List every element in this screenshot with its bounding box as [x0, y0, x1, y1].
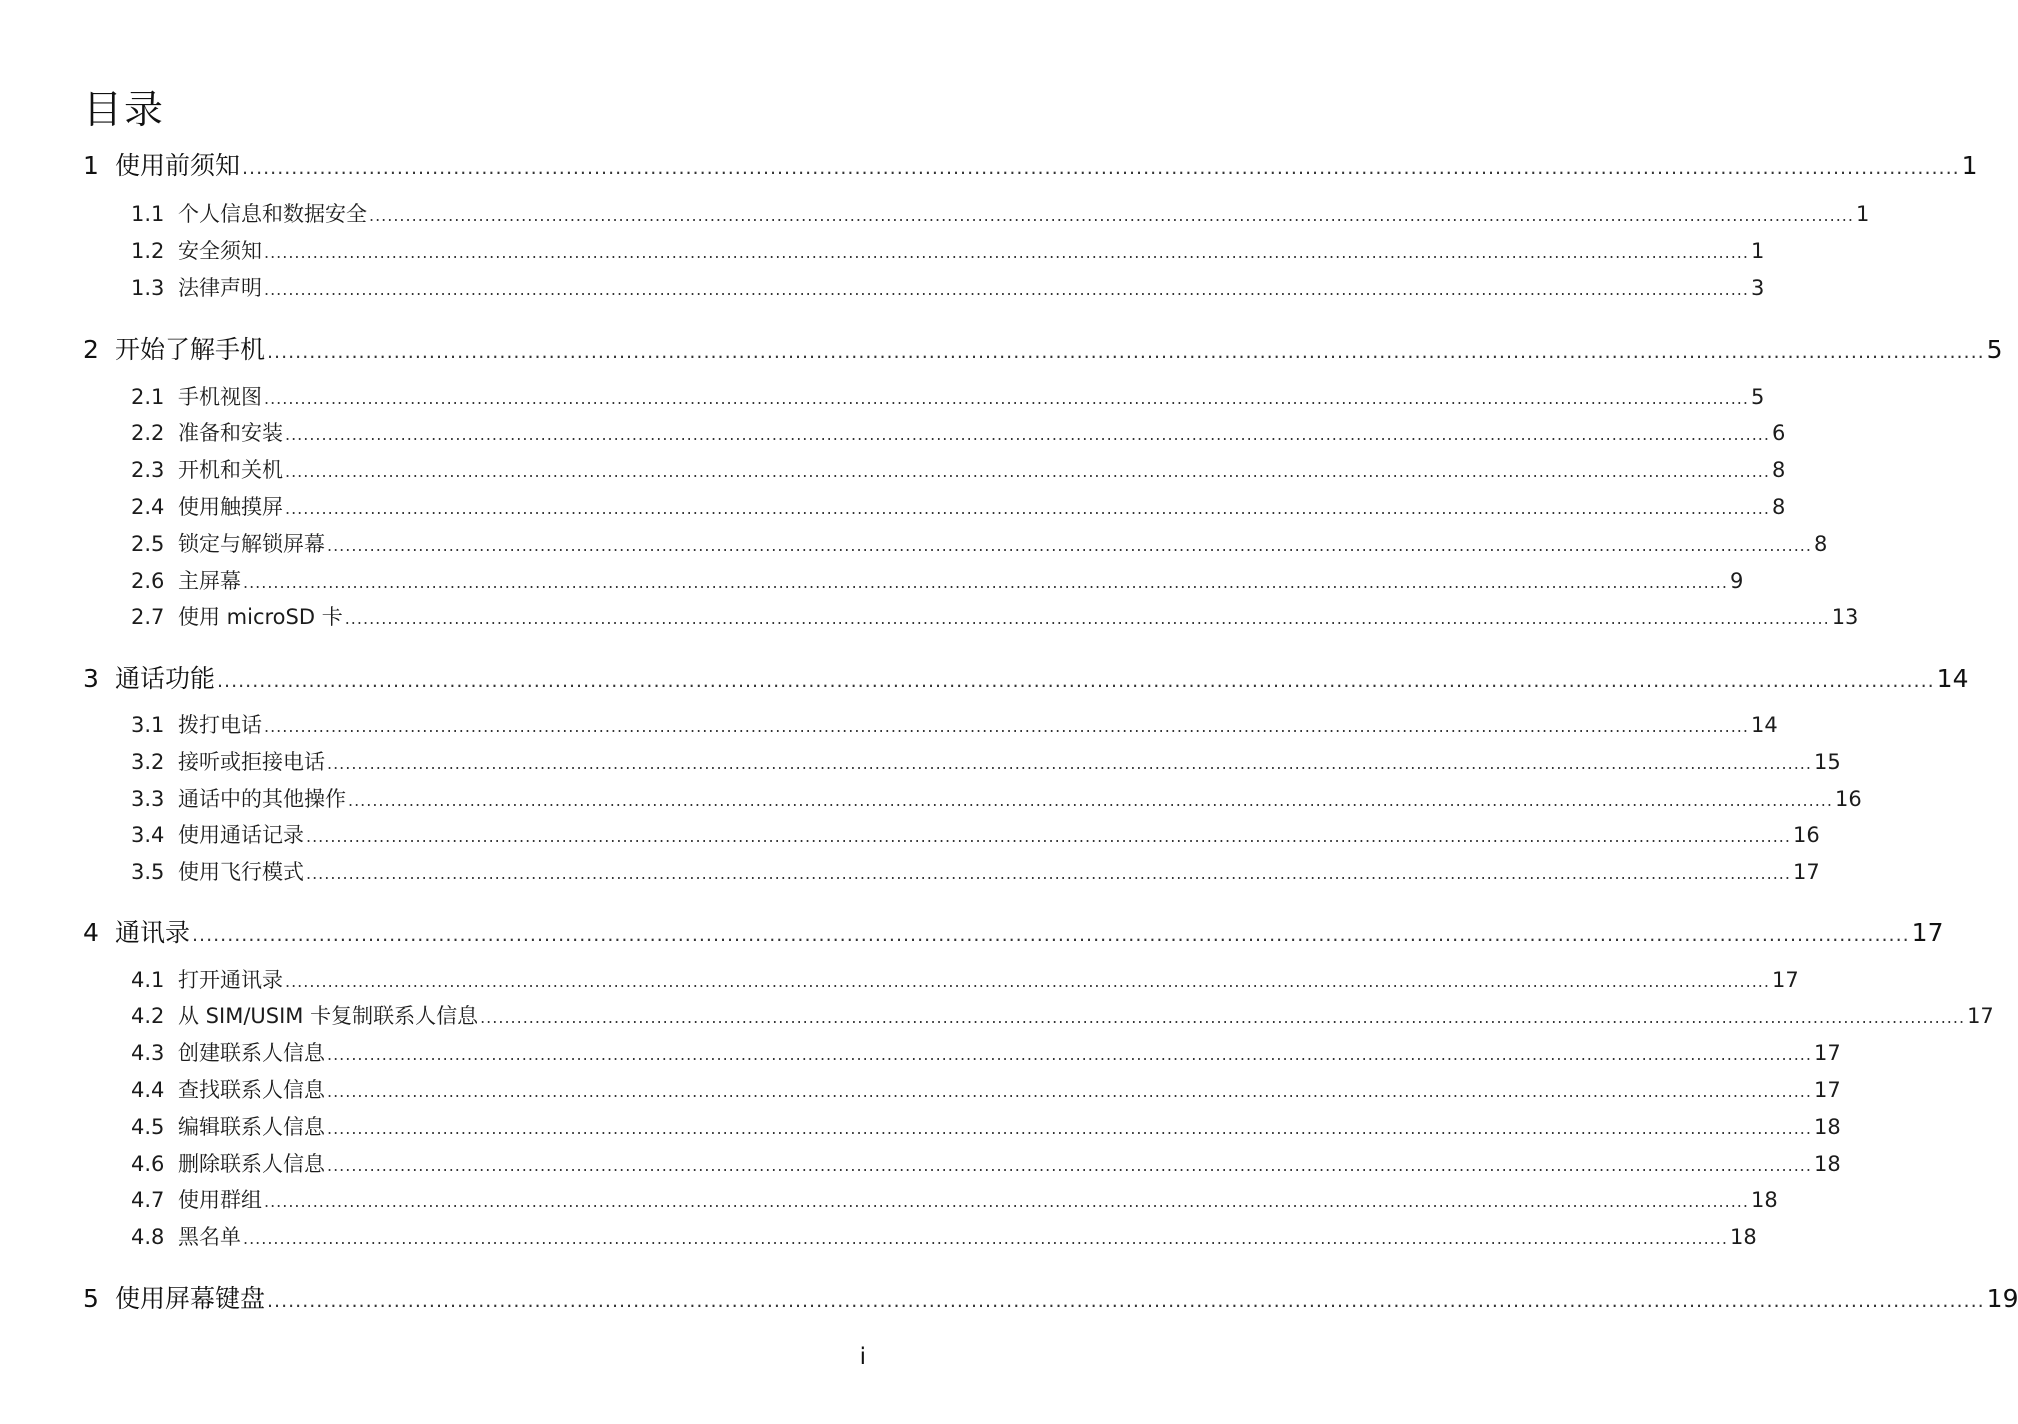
- chapter-number: 3: [83, 664, 99, 693]
- section-number: 4.8: [131, 1225, 165, 1249]
- toc-section-3-1[interactable]: [131, 709, 1778, 741]
- toc-section-3-2[interactable]: [131, 746, 1841, 778]
- toc-section-4-3[interactable]: [131, 1037, 1841, 1069]
- dot-leader: ....................................................................................................................................................................................................................................................: [267, 1290, 1985, 1312]
- section-title: 创建联系人信息: [178, 1041, 325, 1065]
- section-title: 接听或拒接电话: [178, 750, 325, 774]
- section-page-number: 17: [1792, 860, 1820, 884]
- section-page-number: 16: [1792, 823, 1820, 847]
- dot-leader: ....................................................................................................................................................................................................................................................: [344, 609, 1830, 628]
- section-page-number: 18: [1813, 1152, 1841, 1176]
- toc-section-3-4[interactable]: [131, 819, 1820, 851]
- dot-leader: ....................................................................................................................................................................................................................................................: [264, 389, 1749, 408]
- section-page-number: 16: [1834, 787, 1862, 811]
- section-number: 2.6: [131, 569, 165, 593]
- toc-section-2-5[interactable]: [131, 528, 1828, 560]
- toc-section-2-7[interactable]: [131, 601, 1859, 633]
- toc-section-3-3[interactable]: [131, 783, 1862, 815]
- dot-leader: ....................................................................................................................................................................................................................................................: [264, 243, 1749, 262]
- chapter-title: 开始了解手机: [115, 335, 266, 364]
- chapter-page-number: 5: [1986, 335, 2003, 364]
- section-number: 3.2: [131, 750, 165, 774]
- section-number: 2.4: [131, 495, 165, 519]
- dot-leader: ....................................................................................................................................................................................................................................................: [369, 206, 1854, 225]
- toc-section-1-2[interactable]: [131, 235, 1765, 267]
- section-number: 4.2: [131, 1004, 165, 1028]
- toc-section-4-8[interactable]: [131, 1221, 1757, 1253]
- section-page-number: 5: [1750, 385, 1765, 409]
- page-title: 目录: [83, 88, 166, 133]
- section-page-number: 18: [1729, 1225, 1757, 1249]
- dot-leader: ....................................................................................................................................................................................................................................................: [285, 425, 1770, 444]
- toc-section-2-1[interactable]: [131, 381, 1765, 413]
- toc-chapter-2[interactable]: [83, 330, 2003, 368]
- section-number: 1.1: [131, 202, 165, 226]
- section-title: 使用飞行模式: [178, 860, 304, 884]
- section-title: 安全须知: [178, 239, 262, 263]
- section-number: 2.2: [131, 421, 165, 445]
- dot-leader: ....................................................................................................................................................................................................................................................: [327, 1082, 1812, 1101]
- section-number: 4.7: [131, 1188, 165, 1212]
- section-title: 使用触摸屏: [178, 495, 283, 519]
- section-page-number: 8: [1771, 458, 1786, 482]
- dot-leader: ....................................................................................................................................................................................................................................................: [285, 499, 1770, 518]
- section-title: 通话中的其他操作: [178, 787, 346, 811]
- chapter-number: 2: [83, 335, 99, 364]
- chapter-number: 1: [83, 151, 99, 180]
- section-number: 4.5: [131, 1115, 165, 1139]
- toc-section-4-5[interactable]: [131, 1111, 1841, 1143]
- section-title: 打开通讯录: [178, 968, 283, 992]
- chapter-page-number: 1: [1961, 151, 1978, 180]
- dot-leader: ....................................................................................................................................................................................................................................................: [348, 791, 1833, 810]
- section-title: 删除联系人信息: [178, 1152, 325, 1176]
- section-title: 主屏幕: [178, 569, 241, 593]
- dot-leader: ....................................................................................................................................................................................................................................................: [327, 754, 1812, 773]
- section-page-number: 14: [1750, 713, 1778, 737]
- section-number: 1.2: [131, 239, 165, 263]
- section-title: 拨打电话: [178, 713, 262, 737]
- footer-page-number: i: [859, 1344, 866, 1370]
- toc-section-2-4[interactable]: [131, 491, 1786, 523]
- chapter-title: 通话功能: [115, 664, 216, 693]
- dot-leader: ....................................................................................................................................................................................................................................................: [327, 1045, 1812, 1064]
- chapter-title: 使用屏幕键盘: [115, 1284, 266, 1313]
- dot-leader: ....................................................................................................................................................................................................................................................: [306, 864, 1791, 883]
- section-number: 4.3: [131, 1041, 165, 1065]
- dot-leader: ....................................................................................................................................................................................................................................................: [264, 1192, 1749, 1211]
- section-page-number: 17: [1813, 1041, 1841, 1065]
- dot-leader: ....................................................................................................................................................................................................................................................: [285, 462, 1770, 481]
- section-page-number: 17: [1967, 1004, 1994, 1028]
- section-title: 开机和关机: [178, 458, 283, 482]
- section-title: 手机视图: [178, 385, 262, 409]
- section-page-number: 8: [1771, 495, 1786, 519]
- section-number: 3.5: [131, 860, 165, 884]
- toc-section-4-2[interactable]: [131, 1000, 1994, 1032]
- section-title: 使用 microSD 卡: [178, 605, 343, 629]
- chapter-number: 4: [83, 918, 99, 947]
- dot-leader: ....................................................................................................................................................................................................................................................: [192, 924, 1910, 946]
- dot-leader: ....................................................................................................................................................................................................................................................: [243, 573, 1728, 592]
- dot-leader: ....................................................................................................................................................................................................................................................: [264, 717, 1749, 736]
- section-number: 4.4: [131, 1078, 165, 1102]
- section-title: 准备和安装: [178, 421, 283, 445]
- toc-chapter-1[interactable]: [83, 146, 1978, 184]
- section-page-number: 18: [1750, 1188, 1778, 1212]
- section-page-number: 3: [1750, 276, 1765, 300]
- toc-section-4-1[interactable]: [131, 964, 1799, 996]
- toc-chapter-5[interactable]: [83, 1279, 2018, 1317]
- dot-leader: ....................................................................................................................................................................................................................................................: [264, 280, 1749, 299]
- toc-section-1-1[interactable]: [131, 198, 1870, 230]
- section-number: 3.3: [131, 787, 165, 811]
- section-number: 3.4: [131, 823, 165, 847]
- section-title: 编辑联系人信息: [178, 1115, 325, 1139]
- section-title: 个人信息和数据安全: [178, 202, 367, 226]
- section-number: 2.7: [131, 605, 165, 629]
- section-number: 2.1: [131, 385, 165, 409]
- section-number: 4.6: [131, 1152, 165, 1176]
- dot-leader: ....................................................................................................................................................................................................................................................: [327, 1119, 1812, 1138]
- toc-section-4-4[interactable]: [131, 1074, 1841, 1106]
- section-number: 1.3: [131, 276, 165, 300]
- toc-section-1-3[interactable]: [131, 272, 1765, 304]
- section-title: 使用群组: [178, 1188, 262, 1212]
- section-page-number: 8: [1813, 532, 1828, 556]
- dot-leader: ....................................................................................................................................................................................................................................................: [480, 1008, 1966, 1027]
- section-page-number: 15: [1813, 750, 1841, 774]
- section-number: 2.5: [131, 532, 165, 556]
- section-title: 使用通话记录: [178, 823, 304, 847]
- dot-leader: ....................................................................................................................................................................................................................................................: [327, 1156, 1812, 1175]
- dot-leader: ....................................................................................................................................................................................................................................................: [242, 157, 1960, 179]
- dot-leader: ....................................................................................................................................................................................................................................................: [217, 670, 1935, 692]
- toc-section-4-7[interactable]: [131, 1184, 1778, 1216]
- dot-leader: ....................................................................................................................................................................................................................................................: [306, 827, 1791, 846]
- toc-section-2-2[interactable]: [131, 417, 1786, 449]
- section-page-number: 9: [1729, 569, 1744, 593]
- toc-section-2-6[interactable]: [131, 565, 1744, 597]
- chapter-title: 通讯录: [115, 918, 191, 947]
- dot-leader: ....................................................................................................................................................................................................................................................: [285, 972, 1770, 991]
- toc-section-2-3[interactable]: [131, 454, 1786, 486]
- chapter-page-number: 19: [1986, 1284, 2018, 1313]
- section-page-number: 1: [1855, 202, 1870, 226]
- toc-section-3-5[interactable]: [131, 856, 1820, 888]
- section-page-number: 18: [1813, 1115, 1841, 1139]
- section-page-number: 13: [1831, 605, 1859, 629]
- toc-chapter-3[interactable]: [83, 659, 1969, 697]
- section-title: 从 SIM/USIM 卡复制联系人信息: [178, 1004, 479, 1028]
- chapter-number: 5: [83, 1284, 99, 1313]
- dot-leader: ....................................................................................................................................................................................................................................................: [243, 1229, 1728, 1248]
- section-page-number: 17: [1771, 968, 1799, 992]
- dot-leader: ....................................................................................................................................................................................................................................................: [327, 536, 1812, 555]
- section-number: 3.1: [131, 713, 165, 737]
- section-page-number: 1: [1750, 239, 1765, 263]
- chapter-page-number: 17: [1911, 918, 1944, 947]
- section-page-number: 6: [1771, 421, 1786, 445]
- section-title: 黑名单: [178, 1225, 241, 1249]
- section-page-number: 17: [1813, 1078, 1841, 1102]
- section-title: 法律声明: [178, 276, 262, 300]
- toc-section-4-6[interactable]: [131, 1148, 1841, 1180]
- toc-chapter-4[interactable]: [83, 913, 1944, 951]
- dot-leader: ....................................................................................................................................................................................................................................................: [267, 341, 1985, 363]
- chapter-page-number: 14: [1936, 664, 1969, 693]
- section-number: 2.3: [131, 458, 165, 482]
- section-title: 锁定与解锁屏幕: [178, 532, 325, 556]
- section-title: 查找联系人信息: [178, 1078, 325, 1102]
- section-number: 4.1: [131, 968, 165, 992]
- chapter-title: 使用前须知: [115, 151, 241, 180]
